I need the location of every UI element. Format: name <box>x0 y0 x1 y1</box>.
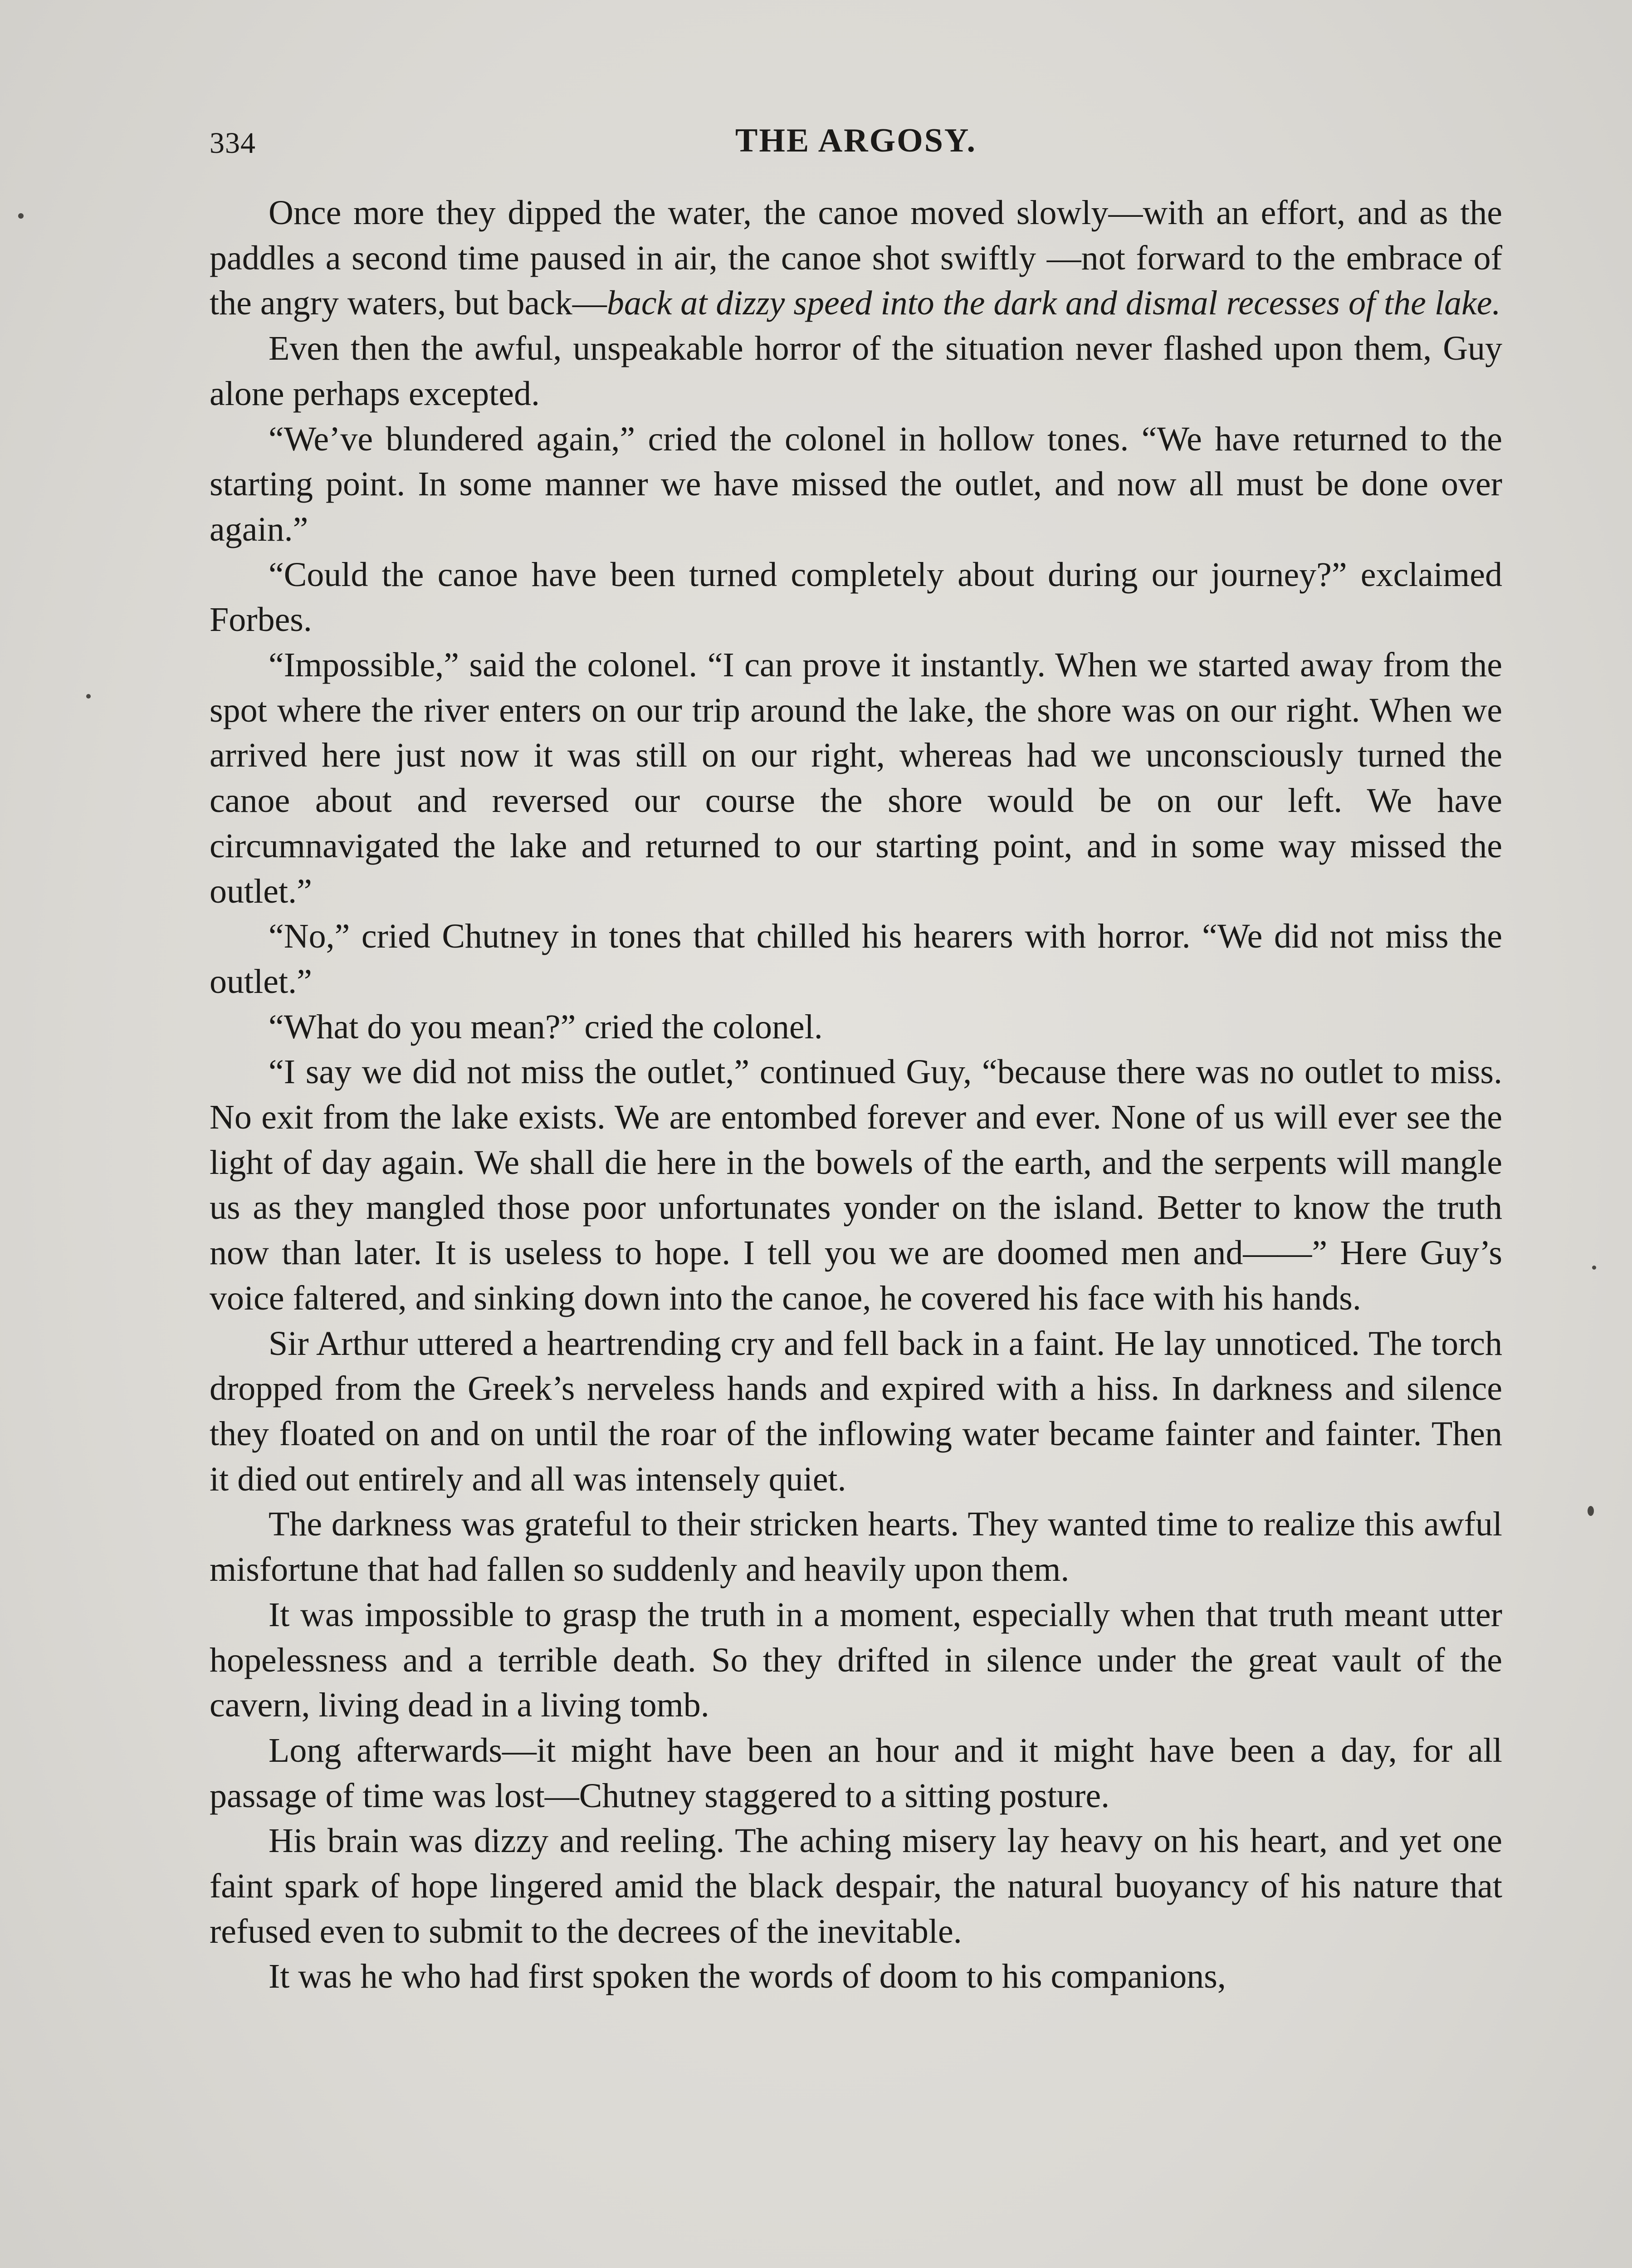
paragraph: It was impossible to grasp the truth in a moment, especially when that truth meant utter hopelessness and a terrible death. So they drifted in silence under the great vault of the cavern, living dead in a living tomb. <box>210 1595 1502 1725</box>
paragraph: Sir Arthur uttered a heartrending cry and fell back in a faint. He lay unnoticed. The torch dropped from the Greek’s nerveless hands and expired with a hiss. In darkness and silence they floated on and on until the roar of the inflowing water became fainter and fainter. Then it died out entirely and all was intensely quiet. <box>210 1324 1502 1498</box>
margin-speck <box>18 213 24 219</box>
story-text <box>210 191 1502 1999</box>
paragraph: “Impossible,” said the colonel. “I can prove it instantly. When we started away from the spot where the river enters on our trip around the lake, the shore was on our right. When we arrived here just now it was still on our right, whereas had we unconsciously turned the canoe about and reversed our course the shore would be on our left. We have circumnavigated the lake and returned to our starting point, and in some way missed the outlet.” <box>210 646 1502 910</box>
paragraph: “What do you mean?” cried the colonel. <box>269 1007 823 1046</box>
page-number: 334 <box>210 127 256 160</box>
paragraph-italic-text: back at dizzy speed into the dark and dismal recesses of the lake. <box>606 284 1501 323</box>
margin-speck <box>1592 1266 1596 1270</box>
margin-speck <box>1588 1506 1594 1516</box>
paragraph: His brain was dizzy and reeling. The aching misery lay heavy on his heart, and yet one faint spark of hope lingered amid the black despair, the natural buoyancy of his nature that refused even to submit to the decrees of the inevitable. <box>210 1822 1502 1950</box>
paragraph: “We’ve blundered again,” cried the colonel in hollow tones. “We have returned to the starting point. In some manner we have missed the outlet, and now all must be done over again.” <box>210 420 1502 548</box>
paragraph: The darkness was grateful to their stricken hearts. They wanted time to realize this awful misfortune that had fallen so suddenly and heavily upon them. <box>210 1505 1502 1589</box>
paragraph: It was he who had first spoken the words of doom to his companions, <box>269 1957 1226 1996</box>
page-header <box>210 122 1502 171</box>
paragraph: “Could the canoe have been turned completely about during our journey?” exclaimed Forbes. <box>210 555 1502 639</box>
paragraph: Even then the awful, unspeakable horror of the situation never flashed upon them, Guy alone perhaps excepted. <box>210 329 1502 413</box>
margin-speck <box>86 694 91 699</box>
paragraph: “I say we did not miss the outlet,” continued Guy, “because there was no outlet to miss. No exit from the lake exists. We are entombed forever and ever. None of us will ever see the light of day again. We shall die here in the bowels of the earth, and the serpents will mangle us as they mangled those poor unfortunates yonder on the island. Better to know the truth now than later. It is useless to hope. I tell you we are doomed men and——” Here Guy’s voice faltered, and sinking down into the canoe, he covered his face with his hands. <box>210 1053 1502 1317</box>
paragraph-text: Once more they dipped the water, the canoe moved slowly—with an effort, and as the paddles a second time paused in air, the canoe shot swiftly —not forward to the embrace of the angry waters, but back— <box>210 194 1502 323</box>
paragraph <box>210 191 1502 326</box>
paragraph: Long afterwards—it might have been an hour and it might have been a day, for all passage of time was lost—Chutney staggered to a sitting posture. <box>210 1731 1502 1815</box>
running-head: THE ARGOSY. <box>735 122 977 159</box>
paragraph: “No,” cried Chutney in tones that chilled his hearers with horror. “We did not miss the outlet.” <box>210 917 1502 1001</box>
